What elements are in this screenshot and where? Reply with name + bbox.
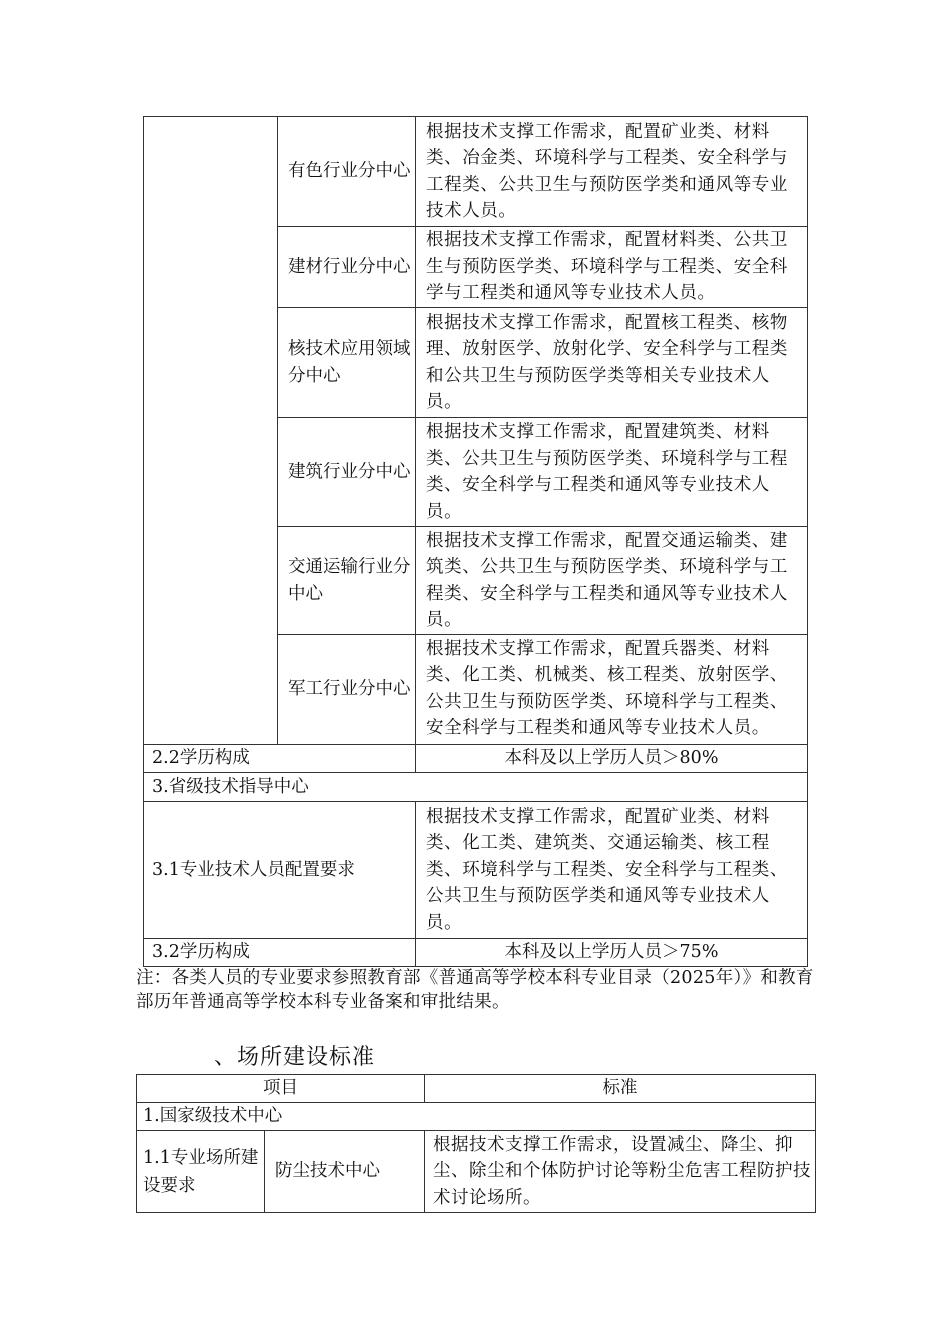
row-name-cell [278, 117, 416, 227]
row-3-1-label: 3.1专业技术人员配置要求 [152, 859, 355, 880]
row-desc: 根据技术支撑工作需求，配置兵器类、材料类、化工类、机械类、核工程类、放射医学、 公共卫生与预防医学类、环境科学与工程类、 安全科学与工程类和通风等专业技术人员。 [426, 638, 788, 738]
row-desc: 根据技术支撑工作需求，配置交通运输类、建筑类、公共卫生与预防医学类、环境科学与工程类、安全科学与工程类和通风等专业技术人员。 [426, 530, 788, 630]
staffing-table [143, 116, 808, 967]
merged-left-cell [144, 117, 278, 745]
row-name: 有色行业分中心 [288, 161, 411, 182]
section-1-title: 1.国家级技术中心 [143, 1106, 283, 1127]
footnote: 注：各类人员的专业要求参照教育部《普通高等学校本科专业目录（2025年）》和教育部历年普通高等学校本科专业备案和审批结果。 [136, 968, 814, 1012]
row-1-1-desc: 根据技术支撑工作需求，设置减尘、降尘、抑尘、除尘和个体防护讨论等粉尘危害工程防护技术讨论场所。 [433, 1134, 811, 1208]
row-desc-cell [416, 117, 808, 227]
row-name: 建筑行业分中心 [288, 461, 411, 482]
edu-3-2-label: 3.2学历构成 [152, 942, 250, 962]
header-standard: 标准 [602, 1078, 638, 1099]
row-1-1-label: 1.1专业场所建设要求 [143, 1147, 259, 1196]
edu-2-2-value: 本科及以上学历人员＞80% [504, 748, 719, 769]
section-3-title: 3.省级技术指导中心 [152, 776, 309, 797]
header-item: 项目 [263, 1078, 298, 1099]
row-desc: 根据技术支撑工作需求，配置建筑类、材料类、公共卫生与预防医学类、环境科学与工程类、安全科学与工程类和通风等专业技术人员。 [426, 422, 788, 522]
section-heading: 、场所建设标准 [214, 1045, 376, 1070]
row-name: 核技术应用领域分中心 [288, 339, 411, 386]
row-1-1-center: 防尘技术中心 [275, 1161, 380, 1182]
row-3-1-desc: 根据技术支撑工作需求，配置矿业类、材料类、化工类、建筑类、交通运输类、核工程类、环境科学与工程类、安全科学与工程类、 公共卫生与预防医学类和通风等专业技术人 员。 [426, 806, 788, 933]
row-desc: 根据技术支撑工作需求，配置矿业类、材料类、冶金类、环境科学与工程类、安全科学与工程类、公共卫生与预防医学类和通风等专业技术人员。 [426, 121, 788, 221]
facility-table [136, 1074, 816, 1213]
row-name: 建材行业分中心 [288, 256, 411, 277]
row-desc: 根据技术支撑工作需求，配置核工程类、核物理、放射医学、放射化学、安全科学与工程类和公共卫生与预防医学类等相关专业技术人员。 [426, 312, 788, 412]
row-desc: 根据技术支撑工作需求，配置材料类、公共卫生与预防医学类、环境科学与工程类、安全科学与工程类和通风等专业技术人员。 [426, 230, 788, 304]
edu-3-2-value: 本科及以上学历人员＞75% [504, 942, 719, 962]
row-name: 交通运输行业分中心 [288, 557, 411, 604]
edu-2-2-label: 2.2学历构成 [152, 748, 250, 769]
row-name: 军工行业分中心 [288, 679, 411, 700]
